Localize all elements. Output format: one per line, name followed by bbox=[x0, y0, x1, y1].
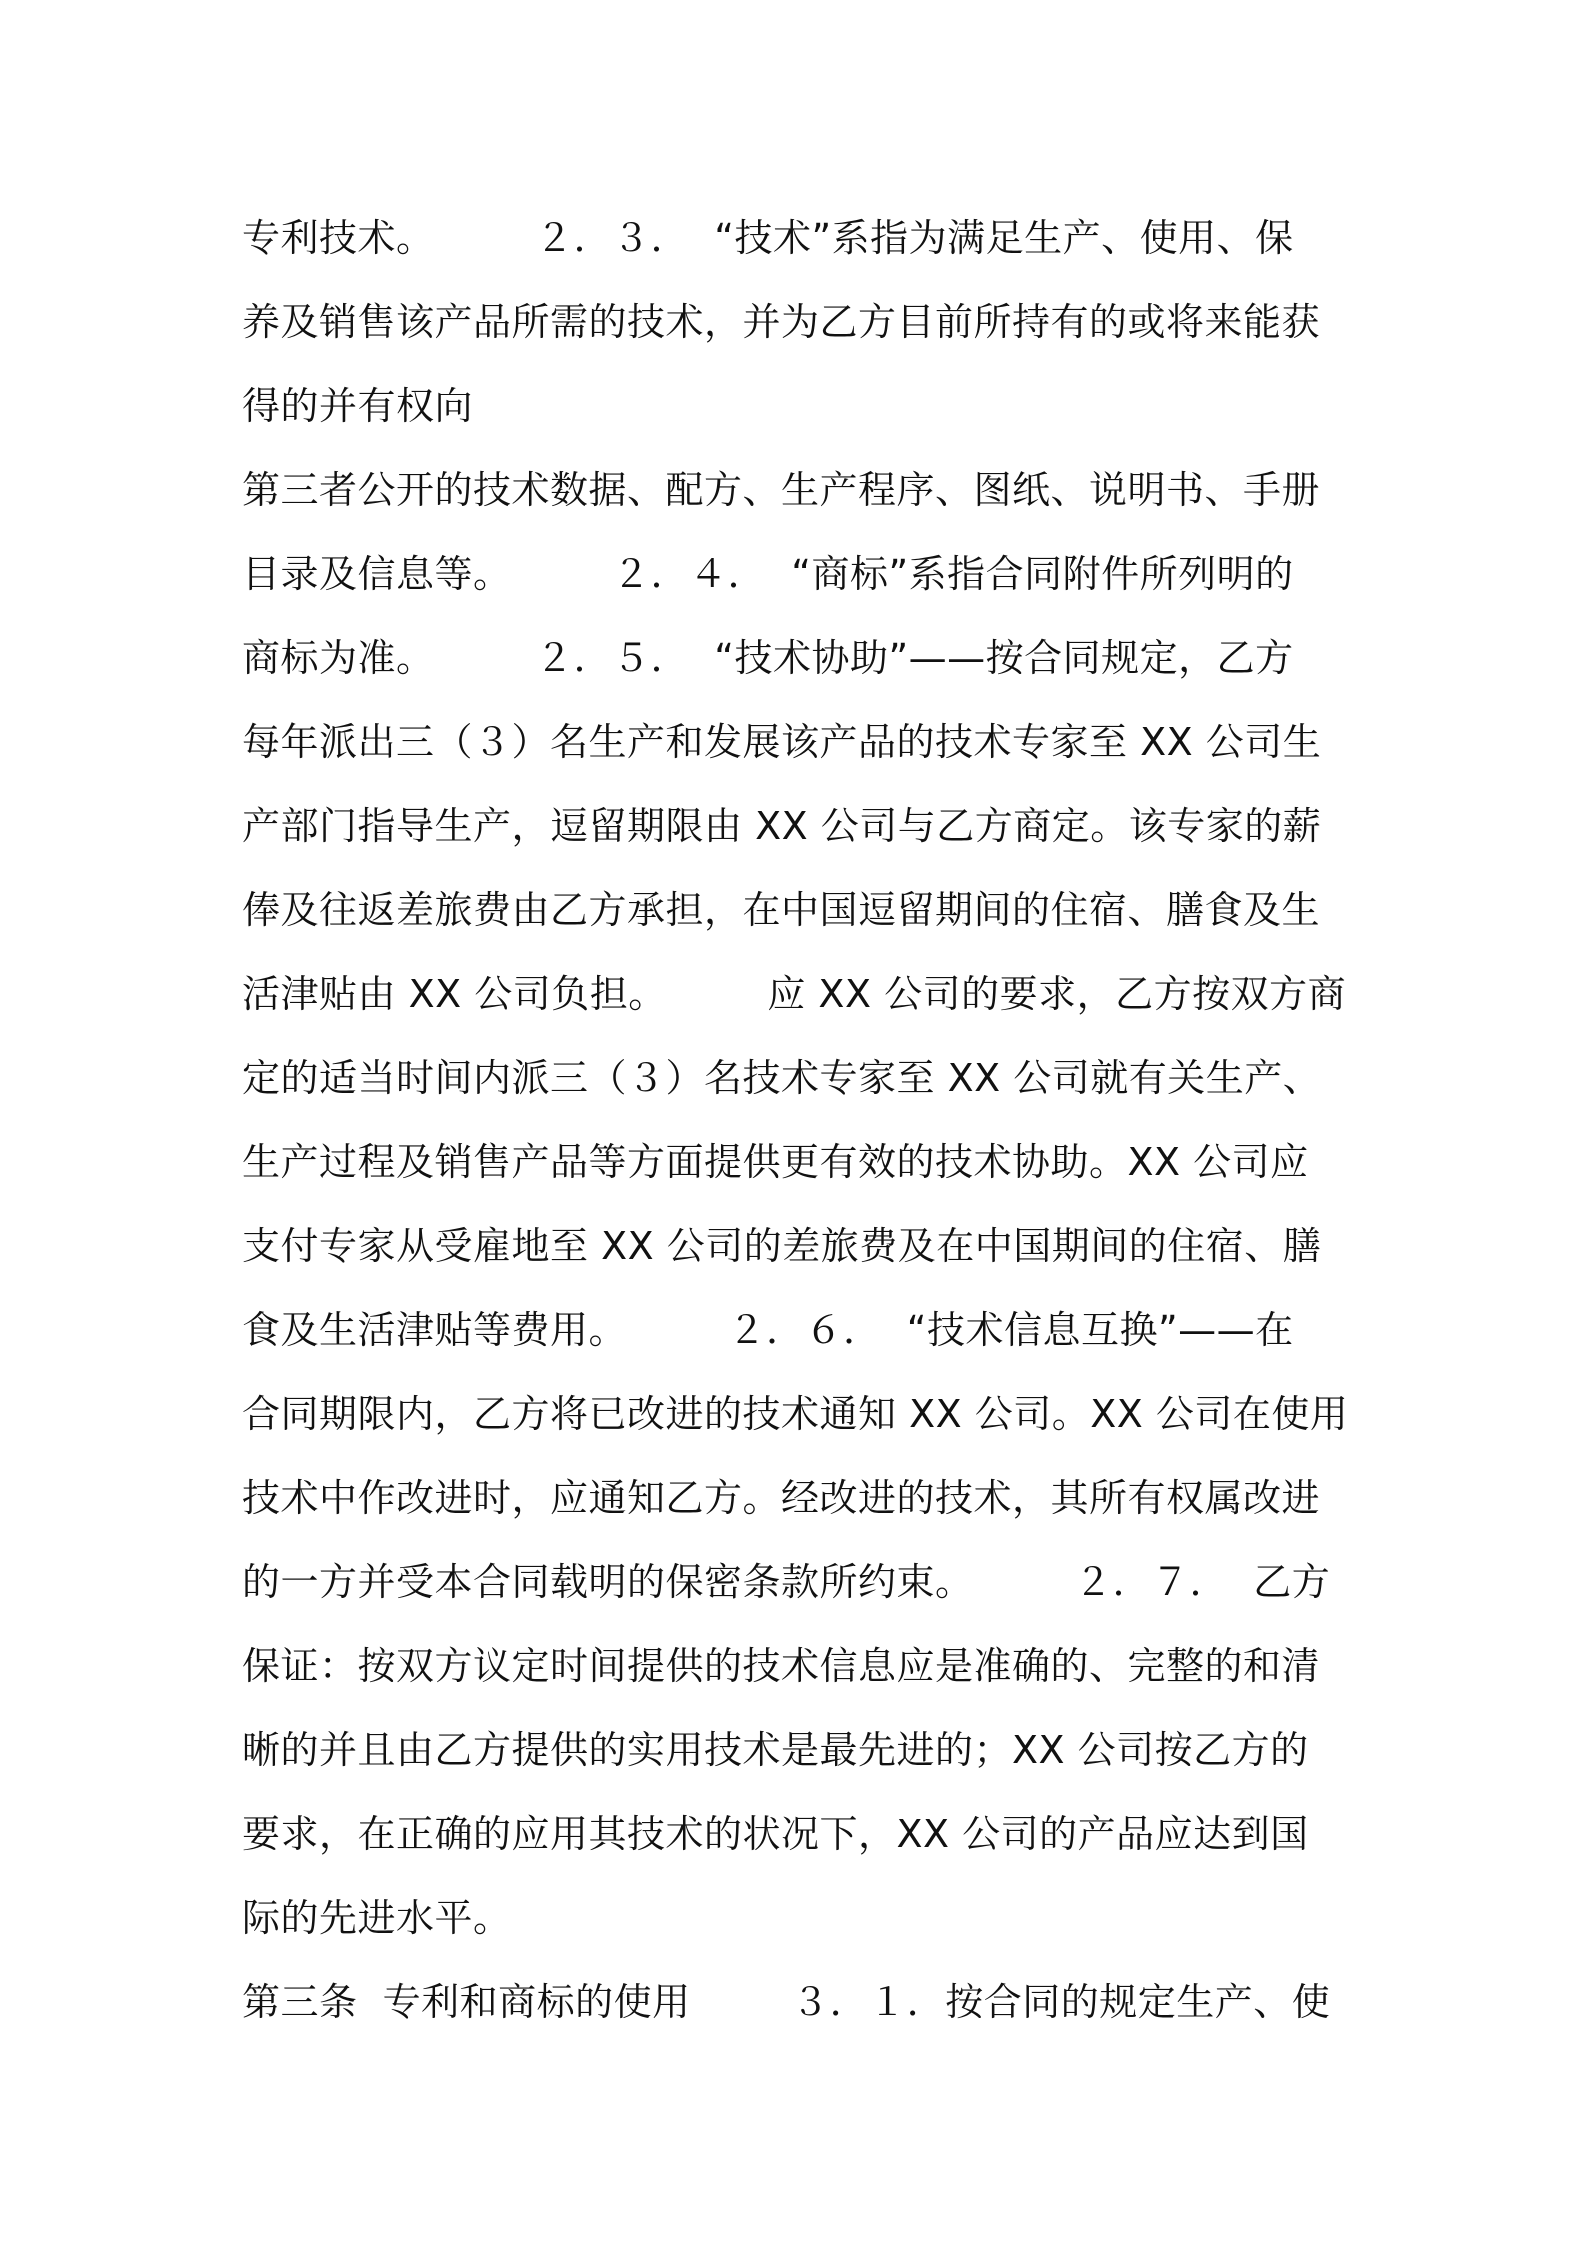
text-line: 支付专家从受雇地至 XX 公司的差旅费及在中国期间的住宿、膳 bbox=[242, 1224, 1322, 1268]
text-line: 活津贴由 XX 公司负担。 应 XX 公司的要求，乙方按双方商 bbox=[242, 972, 1347, 1016]
text-line: 产部门指导生产，逗留期限由 XX 公司与乙方商定。该专家的薪 bbox=[242, 804, 1322, 848]
text-line: 目录及信息等。 ２．４． “商标”系指合同附件所列明的 bbox=[242, 552, 1294, 596]
text-line: 每年派出三（３）名生产和发展该产品的技术专家至 XX 公司生 bbox=[242, 720, 1322, 764]
text-line: 商标为准。 ２．５． “技术协助”——按合同规定，乙方 bbox=[242, 636, 1294, 680]
text-line: 第三者公开的技术数据、配方、生产程序、图纸、说明书、手册 bbox=[242, 468, 1321, 512]
text-line: 俸及往返差旅费由乙方承担，在中国逗留期间的住宿、膳食及生 bbox=[242, 888, 1321, 932]
text-line: 际的先进水平。 bbox=[242, 1896, 512, 1940]
text-line: 得的并有权向 bbox=[242, 384, 474, 428]
text-line: 技术中作改进时，应通知乙方。经改进的技术，其所有权属改进 bbox=[242, 1476, 1321, 1520]
contract-text-body bbox=[242, 196, 1352, 2044]
text-line: 要求，在正确的应用其技术的状况下，XX 公司的产品应达到国 bbox=[242, 1812, 1309, 1856]
section-heading-line: 第三条 专利和商标的使用 ３．１．按合同的规定生产、使 bbox=[242, 1980, 1331, 2024]
text-line: 专利技术。 ２．３． “技术”系指为满足生产、使用、保 bbox=[242, 216, 1294, 260]
text-line: 保证：按双方议定时间提供的技术信息应是准确的、完整的和清 bbox=[242, 1644, 1321, 1688]
text-line: 食及生活津贴等费用。 ２．６． “技术信息互换”——在 bbox=[242, 1308, 1294, 1352]
text-line: 晰的并且由乙方提供的实用技术是最先进的；XX 公司按乙方的 bbox=[242, 1728, 1309, 1772]
text-line: 养及销售该产品所需的技术，并为乙方目前所持有的或将来能获 bbox=[242, 300, 1321, 344]
text-line: 的一方并受本合同载明的保密条款所约束。 ２．７． 乙方 bbox=[242, 1560, 1331, 1604]
text-line: 定的适当时间内派三（３）名技术专家至 XX 公司就有关生产、 bbox=[242, 1056, 1322, 1100]
text-line: 生产过程及销售产品等方面提供更有效的技术协助。XX 公司应 bbox=[242, 1140, 1309, 1184]
text-line: 合同期限内，乙方将已改进的技术通知 XX 公司。XX 公司在使用 bbox=[242, 1392, 1349, 1436]
